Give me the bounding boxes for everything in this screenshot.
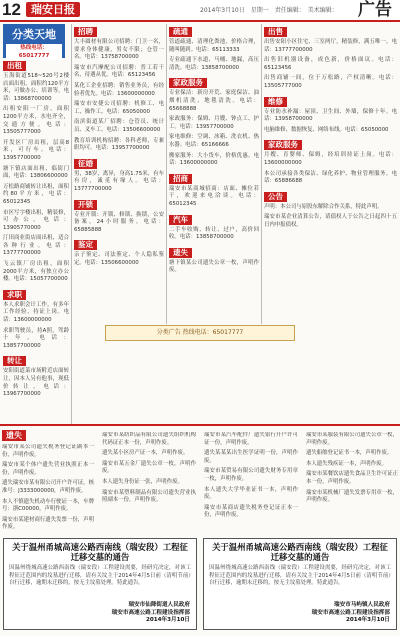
lost-notice-entry: 瑞安市某个体户遗失营业执照正本一份，声明作废。 — [2, 462, 94, 476]
lost-notice-entry: 本人遗失身份证一张，声明作废。 — [102, 478, 183, 485]
category-heading: 招商 — [169, 174, 192, 184]
classified-entry: 专业保洁：新房开荒、家庭保洁、油烟机清洗、地毯清洗。电话：65668888 — [169, 90, 259, 112]
classified-entry: 专业防水补漏：屋顶、卫生间、外墙，保修十年。电话：13958700000 — [264, 108, 397, 123]
category-heading: 转让 — [3, 356, 26, 366]
classified-entry: 亲子鉴定、司法鉴定、个人隐私鉴定。电话：13506600000 — [74, 252, 164, 266]
lost-notice-entry: 瑞安市某服装有限公司遗失公章一枚，声明作废。 — [306, 432, 398, 446]
notice-date: 2014年3月10日 — [345, 617, 390, 624]
lost-section-tag: 遗失 — [2, 430, 26, 441]
classified-entry: 家政服务：保姆、月嫂、钟点工、护工。电话：13957700000 — [169, 116, 259, 130]
lost-notice-entry: 瑞安市某纺织品有限公司遗失组织机构代码证正本一份，声明作废。 — [102, 432, 196, 446]
lost-notice-entry: 瑞安市某机械厂遗失发票专用章一枚，声明作废。 — [306, 489, 398, 504]
classified-entry: 月嫂、育婴师、保姆，经培训持证上岗。电话：13600000000 — [264, 152, 397, 166]
classified-logo — [3, 24, 65, 58]
lost-notice-entry: 瑞安市某餐饮店遗失食品卫生许可证正本一份，声明作废。 — [306, 471, 398, 485]
classified-entry: 管道疏通、清理化粪池，价格合理，随叫随到。电话：65113333 — [169, 39, 259, 53]
classified-entry: 瑞安市某商城招商：店面、摊位若干，欢迎来电洽谈。电话：65012345 — [169, 185, 259, 207]
notice-signer: 瑞安市仙降街道人民政府 — [128, 602, 190, 609]
classified-entry: 瑞安市汽摩配公司招聘：普工若干名，待遇从优。电话：65123456 — [74, 64, 164, 79]
lost-notice-entry: 瑞安市某建材商行遗失发票一份，声明作废。 — [2, 516, 94, 531]
category-heading: 遗失 — [169, 248, 192, 258]
classified-entry: 男，38岁，离异，身高1.75米，有车有房，诚觅有缘人。电话：13777700000 — [74, 170, 164, 192]
column-divider — [71, 24, 72, 424]
classified-entry: 搬家服务：大小货车，价格优惠。电话：13600000000 — [169, 152, 259, 167]
classified-entry: 电脑维修、数据恢复、网络布线。电话：65050000 — [264, 126, 389, 133]
classified-entry: 出售安阳小区住宅，三室两厅，精装修，满五唯一。电话：13777700000 — [264, 39, 397, 53]
category-heading: 出租 — [3, 61, 26, 71]
category-heading: 家政服务 — [169, 78, 207, 88]
category-heading: 出售 — [264, 27, 287, 37]
classified-entry: 专业开锁：开锁、修锁、换锁，公安备案，24小时服务。电话：65885888 — [74, 211, 164, 233]
column-divider — [261, 24, 262, 324]
lost-notice-entry: 瑞安市某贸易有限公司遗失财务专用章一枚，声明作废。 — [204, 468, 298, 482]
notice-title: 关于温州甬城高速公路西南线（瑞安段）工程征迁移交墓的通告 — [212, 542, 388, 562]
classified-column-3 — [169, 24, 259, 324]
notice-signature — [112, 602, 190, 625]
classified-entry: 玉海街道518~520号2楼店面出租，面积约120平方米，可做办公、培训等。电话：13868700000 — [3, 73, 69, 102]
category-heading: 鉴定 — [74, 240, 97, 250]
notice-body: 因温州绕城高速公路西南线（瑞安段）工程建设需要，经研究决定，对该工程征迁范围内的坟墓进行迁移，请有关坟主于2014年4月5日前（清明节前）自行迁移，逾期未迁移的，按无主坟墓处理。特此通告。 — [209, 565, 391, 587]
classified-entry: 二手车收购、转让、过户，高价回收。电话：13858700000 — [169, 226, 259, 241]
date-line: 2014年3月10日 星期一 责任编辑： 美术编辑： — [200, 7, 338, 14]
category-heading: 开锁 — [74, 200, 97, 210]
classified-column-2 — [74, 24, 164, 324]
category-heading: 招聘 — [74, 27, 97, 37]
newspaper-logo: 瑞安日报 — [26, 2, 80, 17]
classified-entry: 飞云镇厂房出租，面积2000平方米，有独立办公楼。电话：15057700000 — [3, 261, 69, 283]
classified-entry: 出售商铺一间，位于万松路，产权清晰。电话：13505777000 — [264, 75, 397, 89]
classified-logo-title: 分类天地 — [12, 28, 56, 41]
column-divider — [166, 24, 167, 324]
lost-notice-entry: 遗失瑞安市某有限公司开户许可证，核准号：J3333000000，声明作废。 — [2, 480, 94, 494]
classified-entry: 塘下镇某公司遗失公章一枚，声明作废。 — [169, 259, 259, 274]
classified-column-1 — [3, 24, 69, 420]
category-heading: 汽车 — [169, 215, 192, 225]
category-heading: 维修 — [264, 97, 287, 107]
classified-entry: 瑞安市某企业清算公告，请债权人于公告之日起四十五日内申报债权。 — [264, 214, 397, 228]
classified-entry: 汀田商业街店面出租，适合各种行业。电话：13777700000 — [3, 235, 69, 257]
classified-entry: 教育培训机构招聘：各科老师，专兼职均可。电话：13957700000 — [74, 137, 164, 152]
lost-notice-entry: 遗失船舶登记证书一本，声明作废。 — [306, 450, 393, 457]
category-heading: 征婚 — [74, 159, 97, 169]
page-header — [0, 0, 400, 22]
relocation-notice-left — [3, 538, 197, 630]
lost-notice-entry: 遗失某某某出生医学证明一份，声明作废。 — [204, 450, 298, 464]
classified-entry: 专业疏通下水道、马桶、地漏，高压清洗。电话：13858700000 — [169, 57, 259, 71]
lost-notice-entry: 瑞安市某五金厂遗失公章一枚，声明作废。 — [102, 460, 196, 475]
notice-signature — [312, 602, 390, 625]
lost-column-1 — [2, 444, 94, 536]
lost-notice-entry: 瑞安市某公司遗失税务登记证副本一份，声明作废。 — [2, 444, 94, 458]
classified-entry: 本公司承接各类保洁、绿化养护、物业管理服务。电话：65886688 — [264, 170, 397, 185]
lost-column-4 — [306, 432, 398, 536]
lost-notice-entry: 本人遗失大学毕业证书一本，声明作废。 — [204, 486, 298, 501]
category-heading: 疏通 — [169, 27, 192, 37]
lost-column-2 — [102, 432, 196, 536]
classified-entry: 市区写字楼出租，精装修，可办公。电话：13905770000 — [3, 209, 69, 231]
classified-entry: 出租安阳一厂房，面积1200平方米，水电齐全，交通方便。电话：13505777000 — [3, 106, 69, 136]
lost-notice-entry: 瑞安市某汽车配件厂遗失银行开户许可证一份，声明作废。 — [204, 432, 298, 446]
classified-entry: 出售旧机器设备，成色新，价格面议。电话：65123456 — [264, 57, 397, 71]
classified-entry: 本人求职会计工作，有多年工作经验，持证上岗。电话：13600000000 — [3, 301, 69, 324]
classified-entry: 安阳街道菜市场附近店面转让，因本人另有他事，现低价转让。电话：13967700000 — [3, 368, 69, 398]
classified-entry: 家电维修：空调、冰箱、洗衣机、热水器。电话：65166666 — [169, 134, 259, 148]
classified-entry: 塘下镇店面出租，临街门面，电话：13806600000 — [3, 165, 69, 180]
lost-notice-entry: 瑞安市某商店遗失税务登记证正本一份，声明作废。 — [204, 504, 298, 519]
notice-title: 关于温州甬城高速公路西南线（瑞安段）工程征迁移交墓的通告 — [12, 542, 188, 562]
lost-column-3 — [204, 432, 298, 536]
notice-signer: 瑞安市马屿镇人民政府 — [334, 602, 390, 609]
notice-signer-2: 瑞安市高速公路工程建设指挥部 — [311, 609, 390, 616]
lost-notice-entry: 本人遗失残疾证一本，声明作废。 — [306, 460, 387, 467]
classified-entry: 开发区厂房出租，层高8米，可行车。电话：13957700000 — [3, 139, 69, 161]
lost-notice-entry: 遗失某小区房产证一本，声明作废。 — [102, 450, 189, 457]
classified-entry: 声明：本公司与原股东解除合作关系，特此声明。 — [264, 203, 383, 210]
classified-entry: 大丰圆材有限公司招聘：门卫一名，要求身体健康，男女不限；仓管一名。电话：13758700000 — [74, 39, 164, 61]
page-number: 12 — [2, 0, 21, 19]
classified-column-4 — [264, 24, 397, 420]
classified-hotline: 热线电话：65017777 — [6, 44, 62, 60]
classified-entry: 某化工企业招聘：销售业务员，有经验者优先。电话：13600000000 — [74, 82, 164, 97]
classified-entry: 万松路商铺转让出租，面积约80平方米，电话：65012345 — [3, 183, 69, 205]
classified-hotline-box: 分类广告 热线电话：65017777 — [105, 325, 295, 341]
category-heading: 家政服务 — [264, 140, 302, 150]
lost-notice-entry: 本人不慎遗失机动车行驶证一本，车牌号：浙C00000，声明作废。 — [2, 498, 94, 513]
category-heading: 求职 — [3, 290, 26, 300]
notice-date: 2014年3月10日 — [145, 617, 190, 624]
category-heading: 公告 — [264, 192, 287, 202]
notice-body: 因温州绕城高速公路西南线（瑞安段）工程建设需要，经研究决定，对该工程征迁范围内的坟墓进行迁移，请有关坟主于2014年4月5日前（清明节前）自行迁移，逾期未迁移的，按无主坟墓处理。特此通告。 — [9, 565, 191, 587]
section-title: 广告 — [358, 0, 392, 20]
notice-signer-2: 瑞安市高速公路工程建设指挥部 — [111, 609, 190, 616]
relocation-notice-right — [203, 538, 397, 630]
classified-entry: 瑞安市安捷公司招聘：机修工、电工、操作工。电话：65050000 — [74, 101, 164, 115]
lost-notice-entry: 瑞安市某塑料制品有限公司遗失营业执照副本一份，声明作废。 — [102, 489, 196, 504]
classified-entry: 求职驾驶员，持A照，驾龄十年。电话：13857700000 — [3, 327, 69, 349]
classified-entry: 南滨街道某厂招聘：仓管员、统计员、叉车工。电话：13506600000 — [74, 119, 164, 133]
